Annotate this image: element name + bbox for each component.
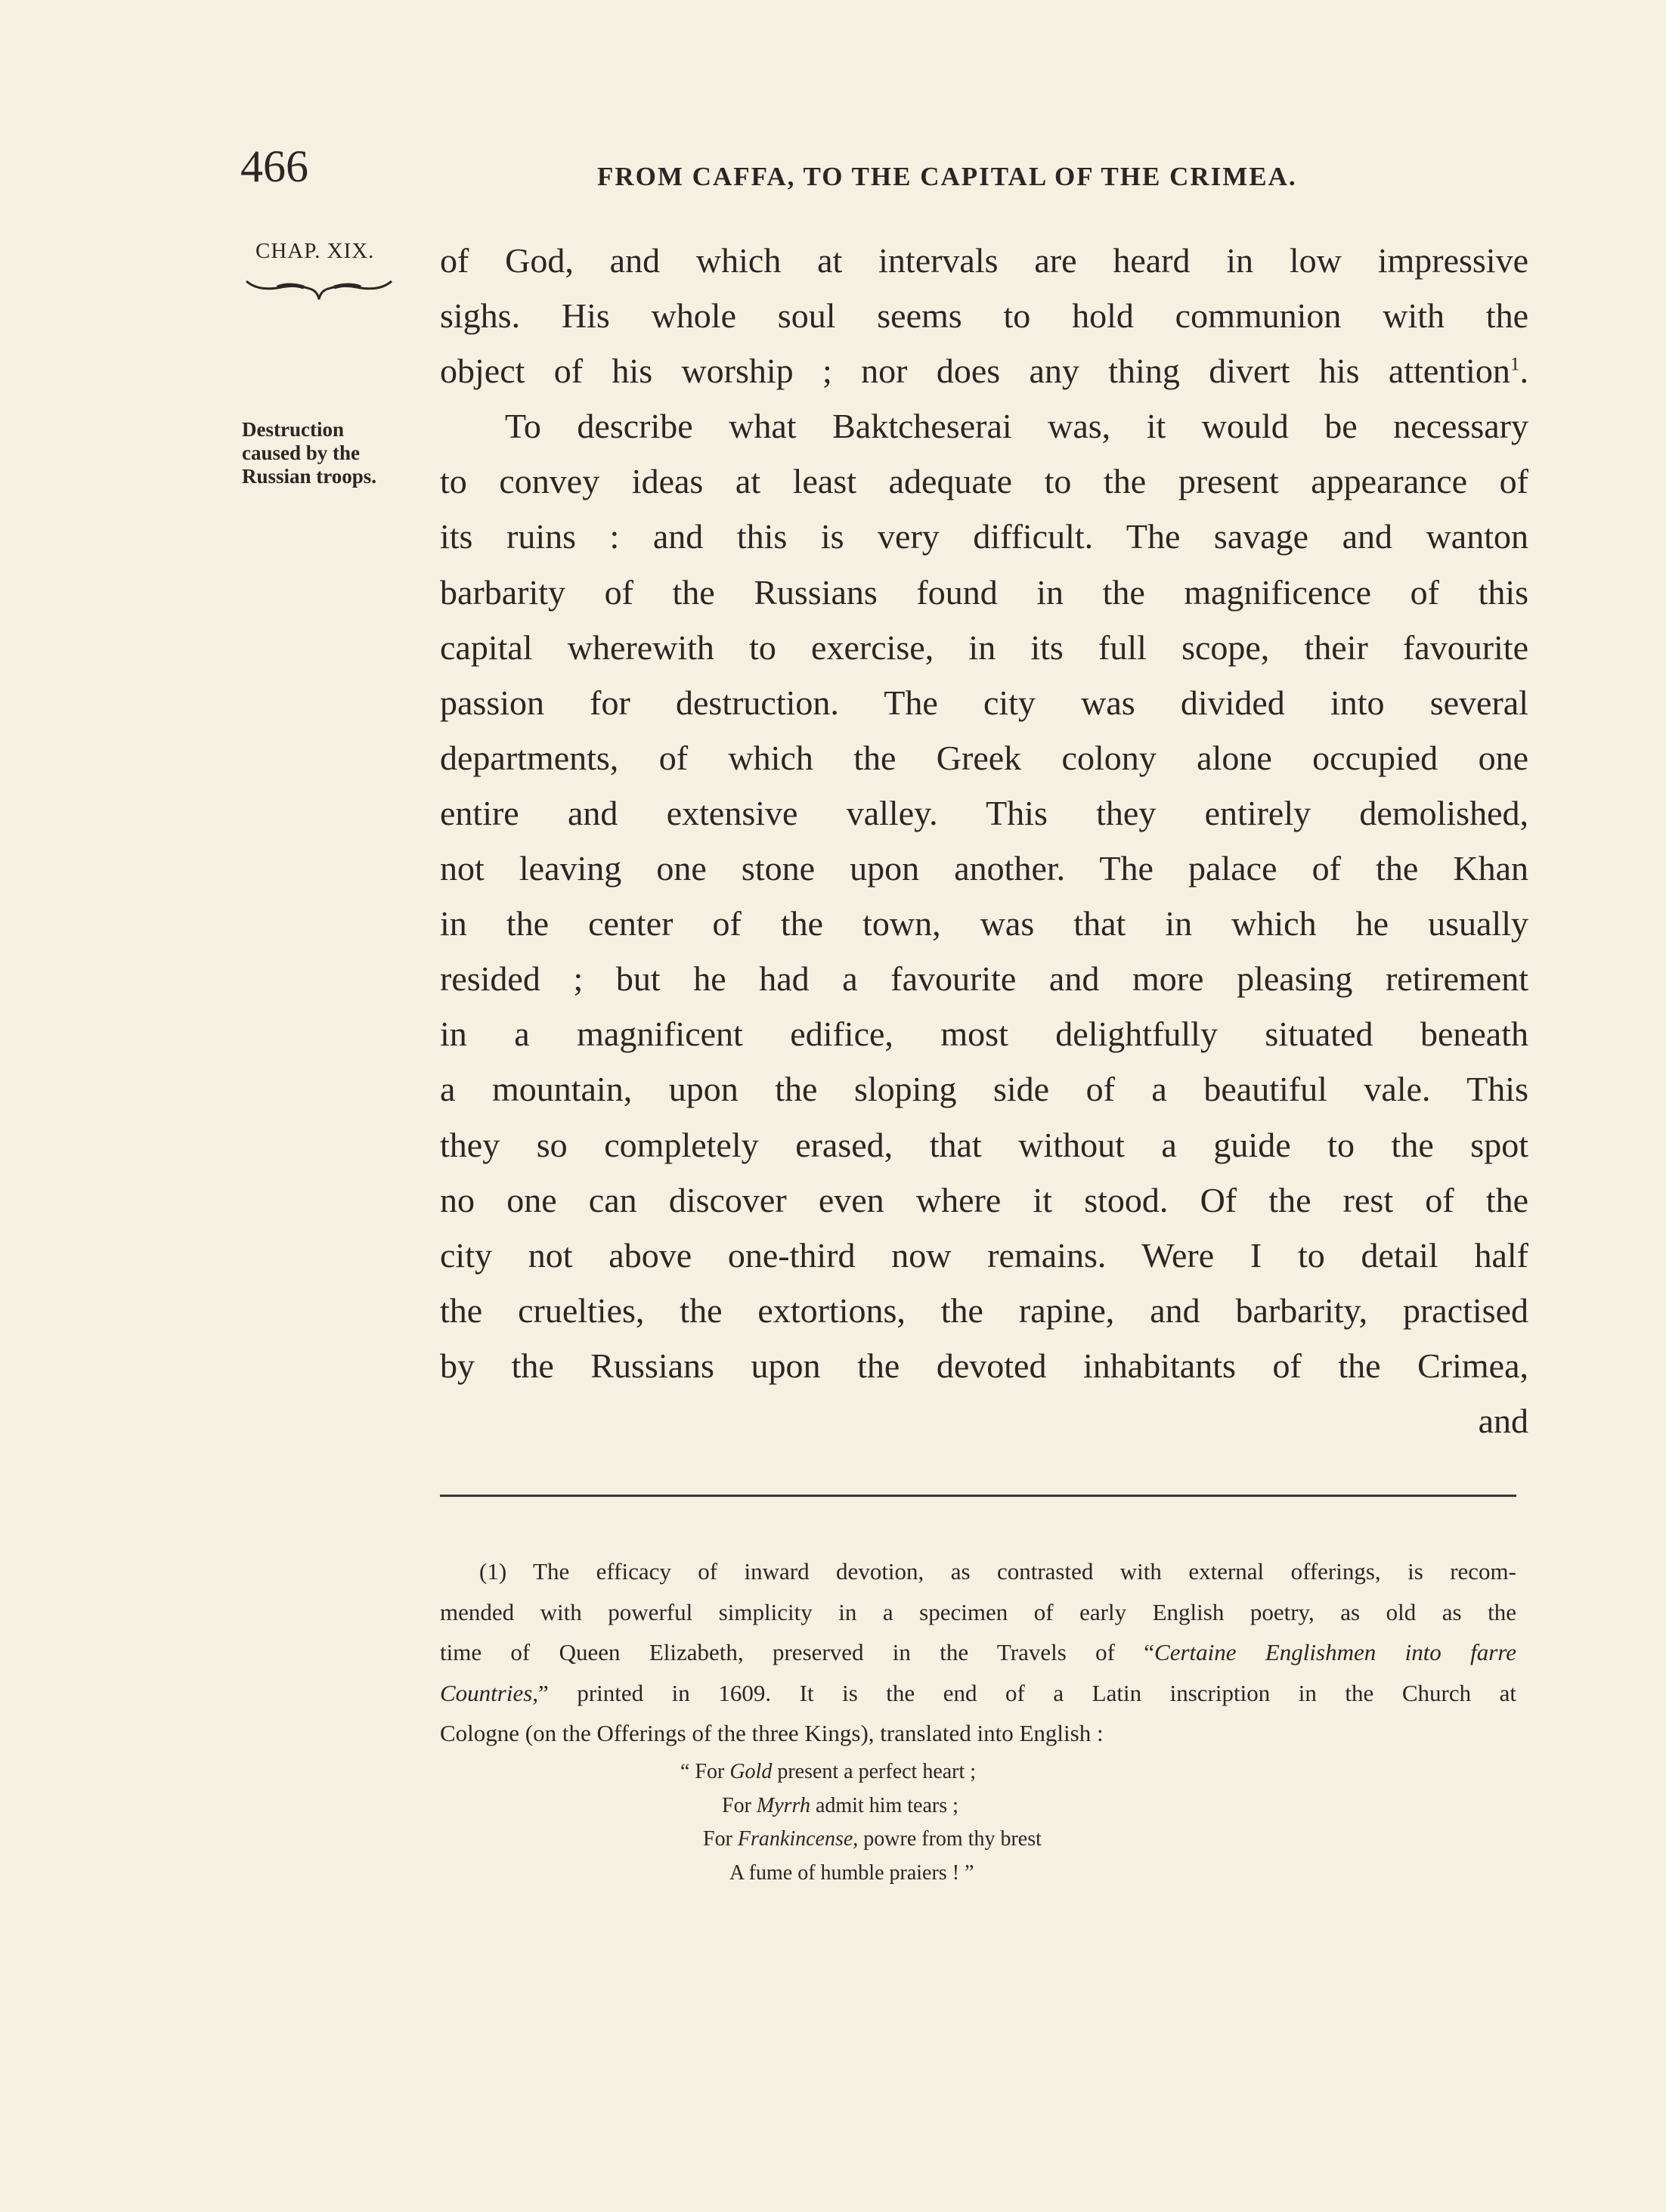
verse-line <box>680 1823 1042 1857</box>
verse-text: For <box>722 1793 757 1817</box>
text-line: To describe what Baktcheserai was, it would be necessary <box>505 407 1528 446</box>
verse-text: “ For <box>680 1760 730 1783</box>
text-line: they so completely erased, that without a guide to the spot <box>440 1125 1528 1164</box>
marginal-note <box>242 418 416 488</box>
footnote-text: ” printed in 1609. It is the end of a Latin inscription in the Church at <box>538 1679 1516 1706</box>
text-line: of God, and which at intervals are heard in low impressive <box>440 241 1528 280</box>
verse-text: present a perfect heart ; <box>772 1760 977 1783</box>
footnote-line: (1) The efficacy of inward devotion, as contrasted with external offerings, is recom- <box>479 1558 1516 1585</box>
text-line: in the center of the town, was that in which he usually <box>440 904 1528 943</box>
verse-italic: Myrrh <box>756 1793 810 1817</box>
page-number: 466 <box>240 141 308 191</box>
verse-italic: Frankincense, <box>737 1827 859 1851</box>
footnote-text: time of Queen Elizabeth, preserved in the Travels of “ <box>440 1639 1155 1665</box>
footnote-reference: 1 <box>1510 353 1520 375</box>
footnote-title-italic: Certaine Englishmen into farre <box>1154 1639 1516 1665</box>
footnote-line: Cologne (on the Offerings of the three Kings), translated into English : <box>440 1720 1104 1746</box>
verse-line: A fume of humble praiers ! ” <box>729 1860 974 1885</box>
footnote-line: mended with powerful simplicity in a specimen of early English poetry, as old as the <box>440 1598 1516 1625</box>
text-line: a mountain, upon the sloping side of a beautiful vale. This <box>440 1070 1528 1109</box>
text-line: in a magnificent edifice, most delightfully situated beneath <box>440 1015 1528 1054</box>
text-line: by the Russians upon the devoted inhabitants of the Crimea, <box>440 1346 1528 1385</box>
text-line: its ruins : and this is very difficult. The savage and wanton <box>440 517 1528 556</box>
catchword: and <box>1478 1401 1528 1440</box>
verse-line <box>680 1755 1042 1789</box>
footnote-reference-suffix: . <box>1519 352 1528 391</box>
text-line: barbarity of the Russians found in the magnificence of this <box>440 572 1528 612</box>
marginal-note-line: Russian troops. <box>242 465 377 488</box>
footnote-title-italic: Countries, <box>440 1679 539 1706</box>
verse-italic: Gold <box>729 1760 773 1783</box>
text-line: no one can discover even where it stood. Of the rest of the <box>440 1180 1528 1219</box>
body-text <box>440 233 1528 1448</box>
text-line: resided ; but he had a favourite and more pleasing retirement <box>440 959 1528 999</box>
text-line-content: object of his worship ; nor does any thing divert his attention <box>440 352 1510 391</box>
text-line: capital wherewith to exercise, in its full scope, their favourite <box>440 627 1528 667</box>
running-head: FROM CAFFA, TO THE CAPITAL OF THE CRIMEA. <box>597 162 1297 191</box>
chapter-label: CHAP. XIX. <box>255 239 375 263</box>
text-line: entire and extensive valley. This they entirely demolished, <box>440 793 1528 832</box>
text-line <box>440 343 1528 398</box>
footnote-verse <box>680 1755 1042 1890</box>
footnote <box>440 1551 1516 1754</box>
footnote-line <box>440 1673 1516 1714</box>
text-line: to convey ideas at least adequate to the present appearance of <box>440 462 1528 501</box>
verse-text: For <box>703 1827 738 1851</box>
verse-line <box>680 1789 1042 1823</box>
footnote-line <box>440 1632 1516 1673</box>
marginal-note-line: Destruction <box>242 418 344 441</box>
marginal-note-line: caused by the <box>242 441 361 464</box>
text-line: passion for destruction. The city was divided into several <box>440 683 1528 722</box>
footnote-rule <box>440 1495 1516 1497</box>
text-line: the cruelties, the extortions, the rapine, and barbarity, practised <box>440 1290 1528 1330</box>
text-line: not leaving one stone upon another. The palace of the Khan <box>440 849 1528 888</box>
verse-text: admit him tears ; <box>810 1793 958 1817</box>
text-line: departments, of which the Greek colony alone occupied one <box>440 738 1528 777</box>
text-line: sighs. His whole soul seems to hold communion with the <box>440 296 1528 336</box>
verse-text: powre from thy brest <box>858 1827 1042 1851</box>
chapter-ornament-icon <box>243 271 395 301</box>
text-line: city not above one-third now remains. Were I to detail half <box>440 1235 1528 1275</box>
